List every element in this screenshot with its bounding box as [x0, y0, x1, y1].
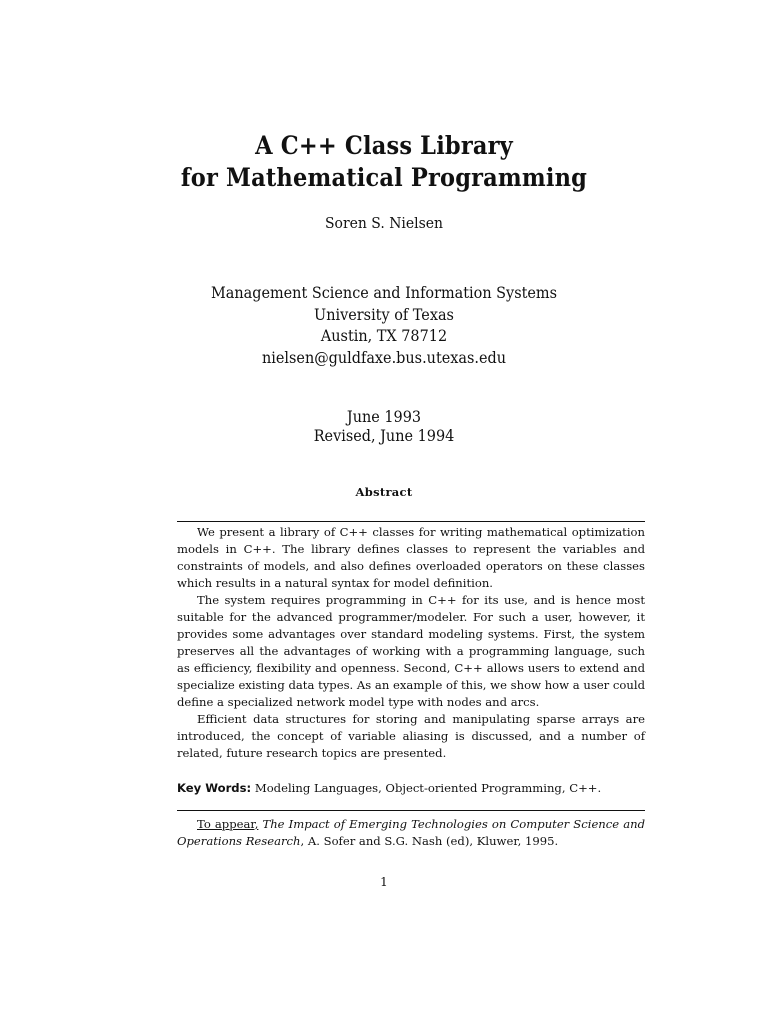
affiliation-city: Austin, TX 78712: [320, 327, 448, 345]
keywords-text: Modeling Languages, Object-oriented Programming, C++.: [254, 781, 602, 795]
revision-date: Revised, June 1994: [313, 427, 455, 445]
appear-note: [177, 816, 645, 850]
abstract-paragraph-1: We present a library of C++ classes for writing mathematical optimization models in C++. The library defines classes to represent the variables and constraints of models, and also defines overloaded operators on these classes which results in a natural syntax for model definition.: [177, 525, 645, 590]
abstract-heading: Abstract: [355, 485, 413, 499]
paper-title-line-1: A C++ Class Library: [255, 131, 513, 160]
keywords-label: Key Words:: [177, 781, 252, 795]
abstract-top-rule: [177, 521, 645, 522]
paper-title-line-2: for Mathematical Programming: [180, 163, 588, 192]
publication-date: June 1993: [346, 408, 422, 426]
affiliation-university: University of Texas: [314, 305, 454, 324]
abstract-body: [177, 524, 645, 762]
abstract-paragraph-2: The system requires programming in C++ for its use, and is hence most suitable for the advanced programmer/modeler. For such a user, however, it provides some advantages over standard modeling systems. First, the system preserves all the advantages of working with a programming language, such as efficiency, flexibility and openness. Second, C++ allows users to extend and specialize existing data types. As an example of this, we show how a user could define a specialized network model type with nodes and arcs.: [177, 593, 645, 709]
paper-dates: [27, 408, 741, 446]
author-affiliation: [27, 283, 741, 369]
appear-venue-details: , A. Sofer and S.G. Nash (ed), Kluwer, 1995.: [300, 834, 559, 848]
abstract-paragraph-3: Efficient data structures for storing and manipulating sparse arrays are introduced, the concept of variable aliasing is discussed, and a number of related, future research topics are presented.: [177, 712, 645, 760]
author-name: Soren S. Nielsen: [324, 214, 444, 232]
appear-venue-title: The Impact of Emerging Technologies on Computer Science and Operations Research: [177, 817, 646, 848]
page-number: 1: [380, 875, 388, 889]
author-email: nielsen@guldfaxe.bus.utexas.edu: [261, 348, 507, 367]
appear-label: To appear,: [197, 817, 259, 831]
keywords-line: [177, 780, 647, 797]
affiliation-department: Management Science and Information Systems: [210, 284, 557, 302]
abstract-bottom-rule: [177, 810, 645, 811]
